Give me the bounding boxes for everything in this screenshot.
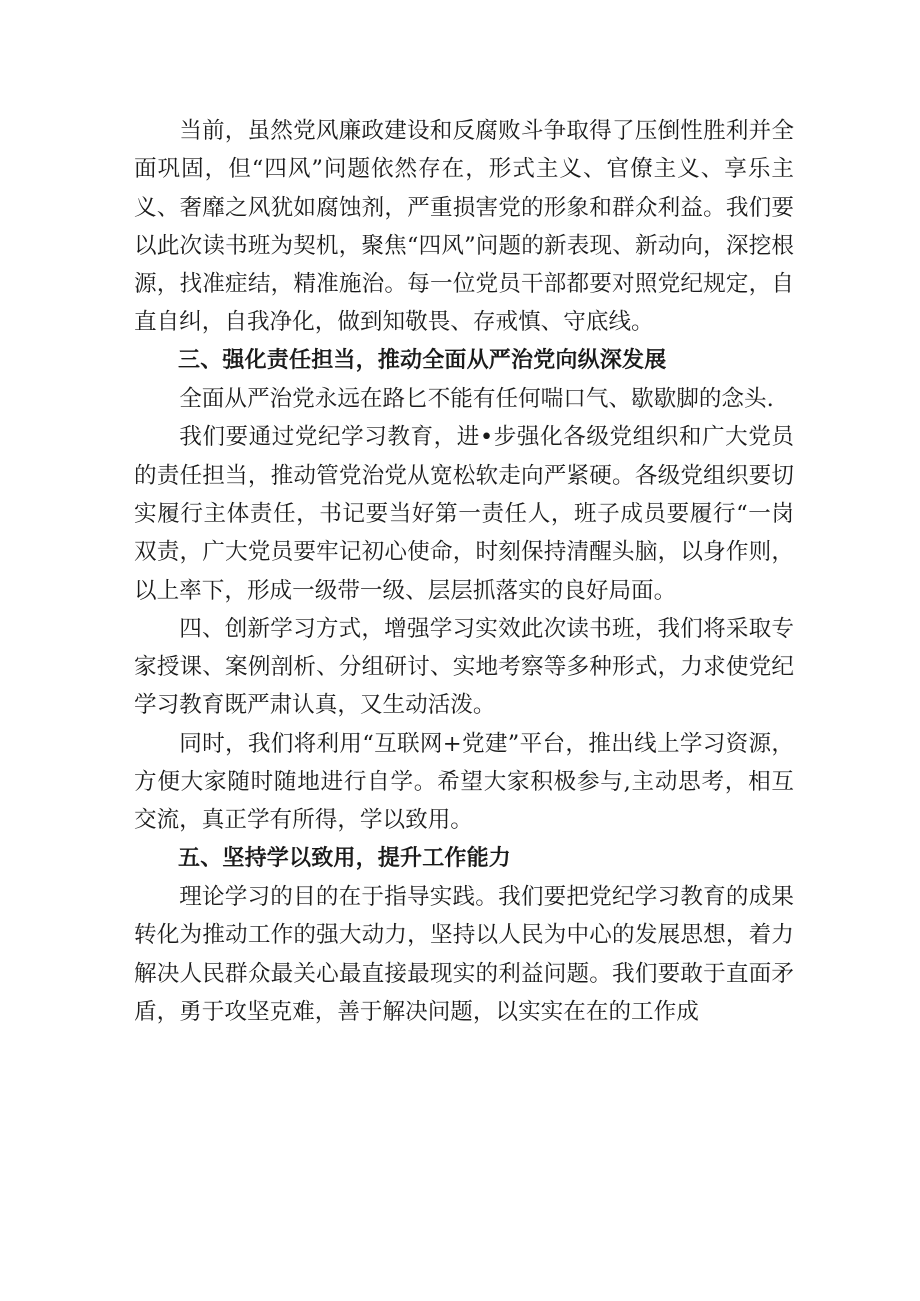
document-body	[134, 112, 794, 1031]
section-heading-three: 三、强化责任担当，推动全面从严治党向纵深发展	[178, 347, 667, 373]
paragraph-current-situation: 当前，虽然党风廉政建设和反腐败斗争取得了压倒性胜利并全面巩固，但“四风”问题依然存在，形式主义、官僚主义、享乐主义、奢靡之风犹如腐蚀剂，严重损害党的形象和群众利益。我们要以此次读书班为契机，聚焦“四风”问题的新表现、新动向，深挖根源，找准症结，精准施治。每一位党员干部都要对照党纪规定，自直自纠，自我净化，做到知敬畏、存戒慎、守底线。	[134, 118, 794, 336]
paragraph-responsibility: 我们要通过党纪学习教育，进•步强化各级党组织和广大党员的责任担当，推动管党治党从宽松软走向严紧硬。各级党组织要切实履行主体责任，书记要当好第一责任人，班子成员要履行“一岗双责，广大党员要牢记初心使命，时刻保持清醒头脑，以身作则，以上率下，形成一级带一级、层层抓落实的良好局面。	[134, 424, 794, 604]
paragraph-theory-practice: 理论学习的目的在于指导实践。我们要把党纪学习教育的成果转化为推动工作的强大动力，坚持以人民为中心的发展思想，着力解决人民群众最关心最直接最现实的利益问题。我们要敢于直面矛盾，勇于攻坚克难，善于解决问题，以实实在在的工作成	[134, 883, 794, 1025]
paragraph-section-four: 四、创新学习方式，增强学习实效此次读书班，我们将采取专家授课、案例剖析、分组研讨、实地考察等多种形式，力求使党纪学习教育既严肃认真，又生动活泼。	[134, 615, 794, 719]
section-heading-five: 五、坚持学以致用，提升工作能力	[178, 845, 512, 871]
paragraph-strict-governance: 全面从严治党永远在路匕不能有任何喘口气、歇歇脚的念头.	[179, 386, 774, 413]
paragraph-online-learning: 同时，我们将利用“互联网+党建”平台，推出线上学习资源，方便大家随时随地进行自学。希望大家积极参与,主动思考，相互交流，真正学有所得，学以致用。	[134, 730, 794, 834]
